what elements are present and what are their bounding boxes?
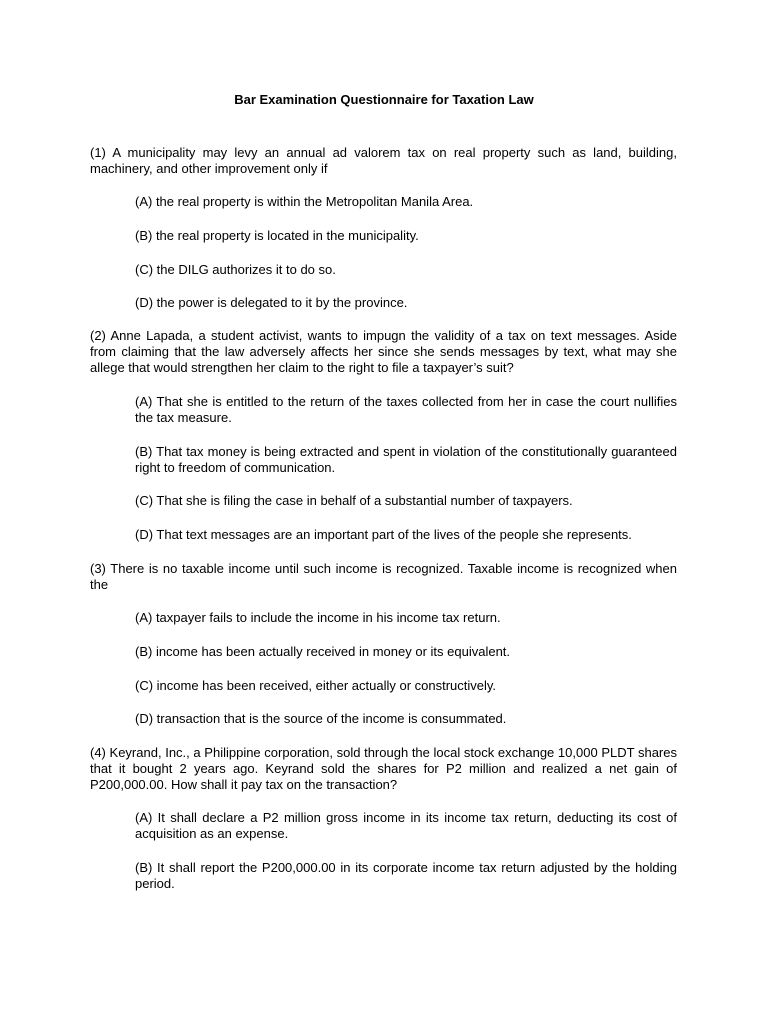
question-3-option-c: (C) income has been received, either actually or constructively. — [135, 678, 497, 693]
question-3-option-d: (D) transaction that is the source of the income is consummated. — [135, 711, 507, 726]
question-4-option-b: (B) It shall report the P200,000.00 in its corporate income tax return adjusted by the holding period. — [135, 860, 677, 891]
question-1-option-a: (A) the real property is within the Metropolitan Manila Area. — [135, 194, 474, 209]
question-3-option-b: (B) income has been actually received in money or its equivalent. — [135, 644, 511, 659]
question-1-option-b: (B) the real property is located in the municipality. — [135, 228, 419, 243]
question-3-option-a: (A) taxpayer fails to include the income in his income tax return. — [135, 610, 501, 625]
question-4-text: (4) Keyrand, Inc., a Philippine corporation, sold through the local stock exchange 10,000 PLDT shares that it bought 2 years ago. Keyrand sold the shares for P2 million and realized a net gain of P200,000.00. How shall it pay tax on the transaction? — [90, 745, 677, 792]
question-1-option-c: (C) the DILG authorizes it to do so. — [135, 262, 336, 277]
question-1-text: (1) A municipality may levy an annual ad valorem tax on real property such as land, building, machinery, and other improvement only if — [90, 145, 677, 176]
question-3-text: (3) There is no taxable income until such income is recognized. Taxable income is recognized when the — [90, 561, 677, 592]
question-2-option-b: (B) That tax money is being extracted and spent in violation of the constitutionally guaranteed right to freedom of communication. — [135, 444, 677, 475]
question-1-option-d: (D) the power is delegated to it by the province. — [135, 295, 408, 310]
question-2-option-a: (A) That she is entitled to the return of the taxes collected from her in case the court nullifies the tax measure. — [135, 394, 677, 425]
question-2-option-d: (D) That text messages are an important part of the lives of the people she represents. — [135, 527, 632, 542]
question-2-option-c: (C) That she is filing the case in behalf of a substantial number of taxpayers. — [135, 493, 573, 508]
document-title: Bar Examination Questionnaire for Taxation Law — [234, 92, 534, 107]
question-2-text: (2) Anne Lapada, a student activist, wants to impugn the validity of a tax on text messages. Aside from claiming that the law adversely affects her since she sends messages by text, what may she allege that would strengthen her claim to the right to file a taxpayer’s suit? — [90, 328, 677, 375]
question-4-option-a: (A) It shall declare a P2 million gross income in its income tax return, deducting its cost of acquisition as an expense. — [135, 810, 677, 841]
